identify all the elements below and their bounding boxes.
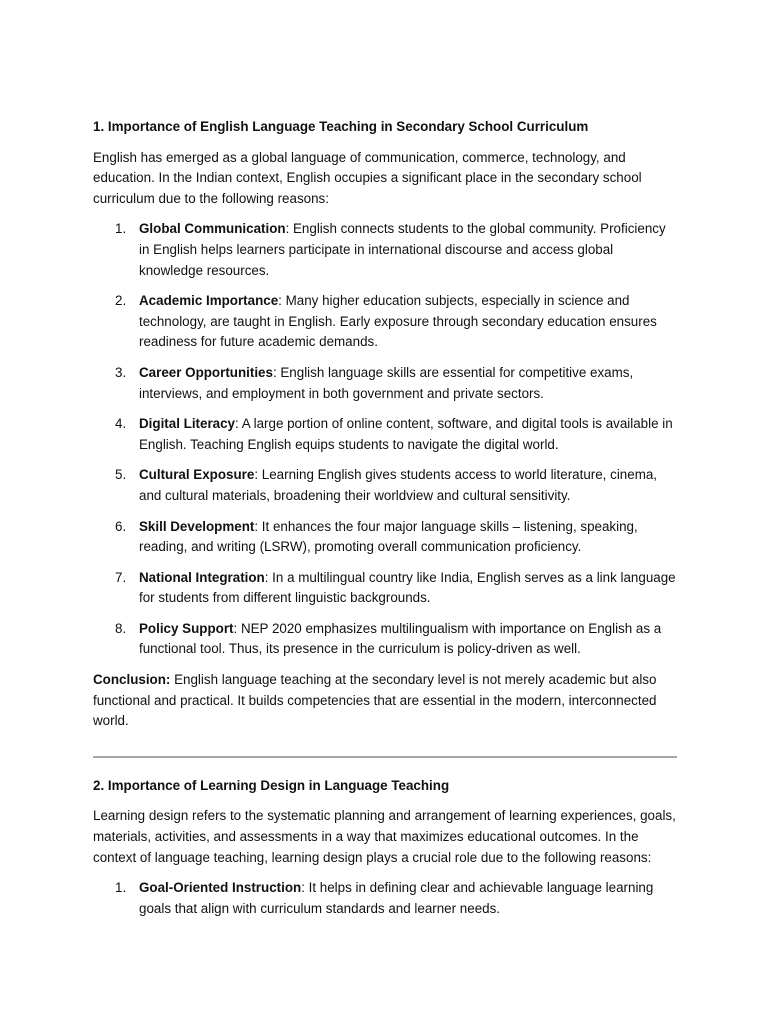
list-item-text: : English language skills are essential for competitive exams, interviews, and employment in both government and private sectors. <box>139 364 634 401</box>
list-item-number: 6. <box>115 518 127 534</box>
section1-conclusion <box>93 670 677 732</box>
conclusion-label: Conclusion: <box>93 672 171 688</box>
section1-intro: English has emerged as a global language of communication, commerce, technology, and education. In the Indian context, English occupies a significant place in the secondary school curriculum due to the following reasons: <box>93 149 642 206</box>
list-item <box>93 219 677 281</box>
list-item-number: 5. <box>115 467 127 483</box>
list-item <box>93 517 677 558</box>
list-item-title: Academic Importance <box>139 293 279 309</box>
list-item-title: Career Opportunities <box>139 364 273 380</box>
list-item-text: : A large portion of online content, software, and digital tools is available in English. Teaching English equips students to navigate the digital world. <box>139 416 673 452</box>
section2-heading: 2. Importance of Learning Design in Language Teaching <box>93 777 450 793</box>
section2-list <box>93 878 677 919</box>
list-item <box>93 363 677 404</box>
list-item-title: Digital Literacy <box>139 416 235 432</box>
list-item-text: : In a multilingual country like India, English serves as a link language for students from different linguistic backgrounds. <box>139 569 676 606</box>
list-item-title: Cultural Exposure <box>139 467 255 483</box>
list-item-title: Skill Development <box>139 518 255 534</box>
list-item <box>93 414 677 455</box>
list-item-number: 2. <box>115 293 127 309</box>
list-item-text: : Many higher education subjects, especially in science and technology, are taught in English. Early exposure through secondary education ensures readiness for future academic demands. <box>139 293 657 350</box>
list-item-text: : It helps in defining clear and achievable language learning goals that align with curriculum standards and learner needs. <box>139 880 654 916</box>
list-item-title: Goal-Oriented Instruction <box>139 880 302 896</box>
list-item-number: 1. <box>115 221 127 237</box>
section1-heading: 1. Importance of English Language Teaching in Secondary School Curriculum <box>93 119 589 134</box>
list-item-title: National Integration <box>139 569 265 585</box>
list-item <box>93 568 677 609</box>
list-item-number: 1. <box>115 880 127 896</box>
list-item-number: 7. <box>115 569 127 585</box>
list-item-text: : It enhances the four major language skills – listening, speaking, reading, and writing (LSRW), promoting overall communication proficiency. <box>139 518 638 555</box>
section2-intro: Learning design refers to the systematic planning and arrangement of learning experiences, goals, materials, activities, and assessments in a way that maximizes educational outcomes. In the context of language teaching, learning design plays a crucial role due to the following reasons: <box>93 808 676 865</box>
list-item-text: : English connects students to the global community. Proficiency in English helps learners participate in international discourse and access global knowledge resources. <box>139 221 666 278</box>
list-item-number: 4. <box>115 416 127 432</box>
list-item-title: Policy Support <box>139 620 234 636</box>
list-item-text: : NEP 2020 emphasizes multilingualism with importance on English as a functional tool. Thus, its presence in the curriculum is policy-driven as well. <box>139 620 662 657</box>
section-divider <box>93 756 677 758</box>
list-item <box>93 465 677 506</box>
list-item-title: Global Communication <box>139 221 286 237</box>
conclusion-text: English language teaching at the secondary level is not merely academic but also functional and practical. It builds competencies that are essential in the modern, interconnected world. <box>93 672 657 729</box>
list-item-text: : Learning English gives students access to world literature, cinema, and cultural materials, broadening their worldview and cultural sensitivity. <box>139 467 658 503</box>
list-item <box>93 291 677 353</box>
list-item-number: 8. <box>115 620 127 636</box>
list-item <box>93 878 677 919</box>
list-item-number: 3. <box>115 364 127 380</box>
list-item <box>93 619 677 660</box>
document-content <box>93 117 677 929</box>
section1-list <box>93 219 677 660</box>
